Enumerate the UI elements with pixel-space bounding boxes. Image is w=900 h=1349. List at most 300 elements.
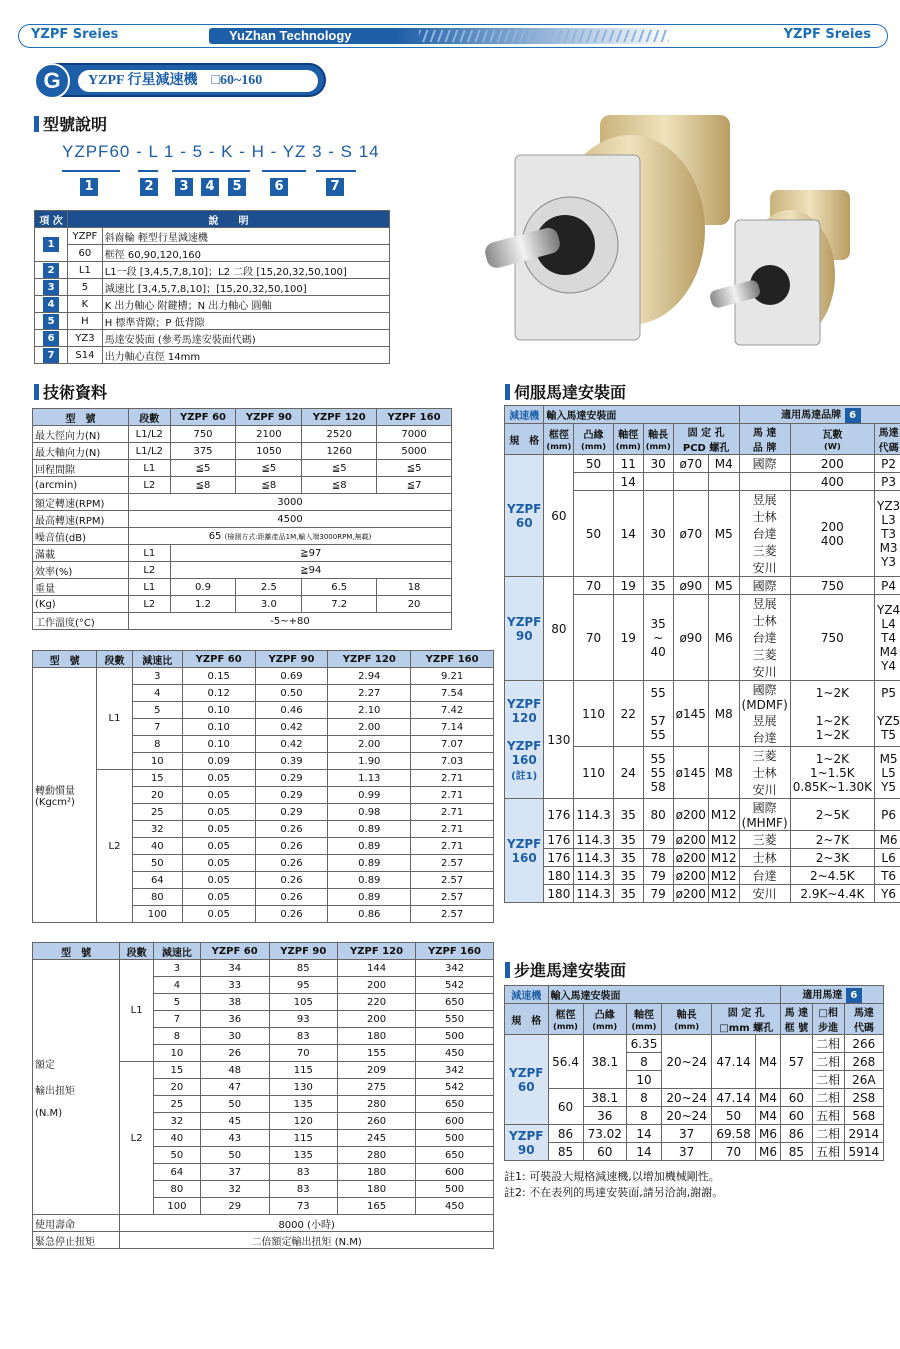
cell: 47.14 [712, 1089, 755, 1107]
cell: 542 [416, 977, 494, 994]
cell: 70 [712, 1143, 755, 1161]
cell: 30 [643, 455, 673, 473]
cell: 2.5 [236, 579, 302, 596]
cell: 36 [200, 1011, 269, 1028]
cell: 1.2 [170, 596, 236, 613]
cell: 7000 [377, 426, 452, 443]
cell: 200 [338, 977, 416, 994]
model-num-1: 1 [80, 178, 98, 196]
cell: 5 [35, 313, 68, 330]
cell: 93 [269, 1011, 338, 1028]
cell: YZPF 90 [505, 1125, 549, 1161]
cell: 10 [132, 753, 182, 770]
cell: 542 [416, 1079, 494, 1096]
cell: 750 [790, 577, 874, 595]
header-cell: 框徑 (mm) [548, 1004, 583, 1035]
cell: 15 [132, 770, 182, 787]
cell: 斜齒輪 輕型行星減速機 [102, 228, 389, 245]
cell: 55 55 58 [643, 747, 673, 799]
cell: 5 [68, 279, 103, 296]
cell: 18 [377, 579, 452, 596]
cell: L1 [128, 460, 170, 477]
cell: L2 [128, 596, 170, 613]
cell: 二相 [812, 1071, 844, 1089]
cell: 114.3 [574, 799, 613, 831]
cell: ø145 [673, 681, 708, 747]
cell: 1.90 [328, 753, 411, 770]
cell: 最大軸向力(N) [33, 443, 129, 460]
cell: 0.05 [182, 821, 255, 838]
cell: 7.2 [302, 596, 377, 613]
cell: 35 ~ 40 [643, 595, 673, 681]
cell: 47.14 [712, 1035, 755, 1089]
cell: 5914 [844, 1143, 883, 1161]
header-cell: 輸入馬達安裝面 [548, 986, 781, 1004]
brand-bar [209, 28, 674, 44]
cell: 47 [200, 1079, 269, 1096]
cell: 二倍額定輸出扭矩 (N.M) [120, 1232, 494, 1249]
cell: 3 [153, 960, 200, 977]
cell: 280 [338, 1096, 416, 1113]
cell: 155 [338, 1045, 416, 1062]
cell: 2.71 [411, 787, 494, 804]
section-tech: 技術資料 [34, 380, 107, 403]
cell: 115 [269, 1062, 338, 1079]
cell: M8 [708, 747, 739, 799]
cell: 0.26 [255, 872, 328, 889]
product-badge [36, 63, 326, 97]
cell: M5 L5 Y5 [874, 747, 900, 799]
cell: L6 [874, 849, 900, 867]
cell: ø200 [673, 799, 708, 831]
cell: M12 [708, 885, 739, 903]
cell: 14 [613, 491, 643, 577]
cell: 55 57 55 [643, 681, 673, 747]
cell: 650 [416, 1147, 494, 1164]
cell: 7 [35, 347, 68, 364]
badge-letter: G [34, 63, 70, 99]
header-cell: 適用馬達品牌 6 [739, 406, 900, 424]
cell: 36 [583, 1107, 626, 1125]
badge-title: YZPF 行星減速機 □60~160 [78, 70, 318, 92]
cell: YZPF 90 [505, 577, 544, 681]
cell: 20 [377, 596, 452, 613]
brand-name: YuZhan Technology [229, 28, 352, 43]
cell: 64 [153, 1164, 200, 1181]
series-right: YZPF Sreies [783, 27, 871, 42]
cell: 7 [132, 719, 182, 736]
cell: 0.29 [255, 804, 328, 821]
cell: 2520 [302, 426, 377, 443]
cell: 268 [844, 1053, 883, 1071]
cell: 144 [338, 960, 416, 977]
cell: 24 [613, 747, 643, 799]
cell: ≧94 [170, 562, 451, 579]
cell: ø200 [673, 867, 708, 885]
section-stepper: 步進馬達安裝面 [505, 958, 626, 981]
header-cell: YZPF 160 [416, 943, 494, 960]
cell: 165 [338, 1198, 416, 1215]
cell: ≦5 [302, 460, 377, 477]
cell: 120 [269, 1113, 338, 1130]
cell: 80 [132, 889, 182, 906]
cell: 73 [269, 1198, 338, 1215]
cell: 280 [338, 1147, 416, 1164]
cell: 安川 [739, 885, 790, 903]
cell: 0.89 [328, 872, 411, 889]
cell: 2.57 [411, 906, 494, 923]
cell: 37 [661, 1125, 711, 1143]
cell: 效率(%) [33, 562, 129, 579]
cell: 0.99 [328, 787, 411, 804]
cell: 20~24 [661, 1089, 711, 1107]
cell: ≦5 [170, 460, 236, 477]
cell: 0.86 [328, 906, 411, 923]
cell: M6 [755, 1125, 780, 1143]
cell: 45 [200, 1113, 269, 1130]
cell: 14 [626, 1143, 661, 1161]
header-cell: YZPF 120 [302, 409, 377, 426]
cell: 114.3 [574, 831, 613, 849]
cell: 額定轉速(RPM) [33, 494, 129, 511]
cell: 7.42 [411, 702, 494, 719]
cell: 32 [200, 1181, 269, 1198]
cell: H 標準背隙；P 低背隙 [102, 313, 389, 330]
cell: 14 [626, 1125, 661, 1143]
cell: 65 (檢測方式:距離產品1M,輸入端3000RPM,無載) [128, 528, 451, 545]
cell: 450 [416, 1045, 494, 1062]
cell: 2~3K [790, 849, 874, 867]
cell: S14 [68, 347, 103, 364]
cell: 180 [338, 1181, 416, 1198]
header-cell: 軸徑 (mm) [613, 424, 643, 455]
cell: ø145 [673, 747, 708, 799]
cell: 20~24 [661, 1107, 711, 1125]
cell: ≦7 [377, 477, 452, 494]
cell: L1 [68, 262, 103, 279]
cell: 2~7K [790, 831, 874, 849]
cell: 3.0 [236, 596, 302, 613]
cell: 4 [132, 685, 182, 702]
cell: K [68, 296, 103, 313]
model-num-7: 7 [326, 178, 344, 196]
cell: 750 [170, 426, 236, 443]
cell: 176 [544, 849, 574, 867]
cell: P6 [874, 799, 900, 831]
cell: 342 [416, 960, 494, 977]
cell: 80 [544, 577, 574, 681]
model-num-6: 6 [270, 178, 288, 196]
cell: M12 [708, 831, 739, 849]
cell: 60 [548, 1089, 583, 1125]
cell: 1050 [236, 443, 302, 460]
cell: 100 [132, 906, 182, 923]
cell: 0.50 [255, 685, 328, 702]
cell: 2~4.5K [790, 867, 874, 885]
cell: ø70 [673, 491, 708, 577]
cell: 78 [643, 849, 673, 867]
cell: L1一段 [3,4,5,7,8,10]；L2 二段 [15,20,32,50,100] [102, 262, 389, 279]
header-cell: 馬達 代碼 [844, 1004, 883, 1035]
cell: 60 [781, 1107, 812, 1125]
cell: 60 [544, 455, 574, 577]
cell: M6 [874, 831, 900, 849]
cell: 40 [153, 1130, 200, 1147]
cell: 750 [790, 595, 874, 681]
header-cell: 軸徑 (mm) [626, 1004, 661, 1035]
cell: 200 400 [790, 491, 874, 577]
cell: 1260 [302, 443, 377, 460]
cell: 34 [200, 960, 269, 977]
cell: 70 [269, 1045, 338, 1062]
cell: 35 [643, 577, 673, 595]
cell: 80 [643, 799, 673, 831]
cell: 11 [613, 455, 643, 473]
cell: 19 [613, 595, 643, 681]
cell: 0.05 [182, 872, 255, 889]
cell: 0.10 [182, 702, 255, 719]
cell: Y6 [874, 885, 900, 903]
cell: 70 [574, 577, 613, 595]
cell: 64 [132, 872, 182, 889]
cell: 37 [661, 1143, 711, 1161]
cell: 三菱 [739, 831, 790, 849]
header-cell: YZPF 90 [269, 943, 338, 960]
header-cell: 馬達 代碼 [874, 424, 900, 455]
cell: 180 [338, 1028, 416, 1045]
cell: 200 [790, 455, 874, 473]
header-cell: 輸入馬達安裝面 [544, 406, 739, 424]
cell: 400 [790, 473, 874, 491]
cell: 83 [269, 1028, 338, 1045]
cell: 二相 [812, 1089, 844, 1107]
cell: L1 [128, 545, 170, 562]
cell: 8 [626, 1107, 661, 1125]
cell: 0.69 [255, 668, 328, 685]
cell: 8 [153, 1028, 200, 1045]
cell: 180 [544, 885, 574, 903]
cell: 600 [416, 1164, 494, 1181]
header-cell: YZPF 60 [182, 651, 255, 668]
cell: M12 [708, 867, 739, 885]
cell: M4 [755, 1035, 780, 1089]
header-cell: 減速機 [505, 406, 544, 424]
model-code: YZPF60 - L 1 - 5 - K - H - YZ 3 - S 14 [62, 142, 380, 161]
cell: 7.14 [411, 719, 494, 736]
cell: 0.15 [182, 668, 255, 685]
note-2: 註2: 不在表列的馬達安裝面,請另洽詢,謝謝。 [504, 1186, 724, 1199]
cell: L2 [97, 770, 133, 923]
header-cell: YZPF 160 [411, 651, 494, 668]
cell: 1 [35, 228, 68, 262]
cell: 0.39 [255, 753, 328, 770]
cell [708, 473, 739, 491]
cell: 260 [338, 1113, 416, 1130]
cell: 0.42 [255, 736, 328, 753]
cell: 35 [613, 867, 643, 885]
cell: 0.05 [182, 855, 255, 872]
header-cell: 說 明 [68, 211, 390, 228]
cell: 最高轉速(RPM) [33, 511, 129, 528]
cell: 130 [269, 1079, 338, 1096]
series-left: YZPF Sreies [31, 27, 119, 42]
header-cell: 段數 [128, 409, 170, 426]
cell: 85 [269, 960, 338, 977]
cell: 2914 [844, 1125, 883, 1143]
cell: 0.09 [182, 753, 255, 770]
cell: 50 [132, 855, 182, 872]
cell: 2.57 [411, 889, 494, 906]
cell: 3 [35, 279, 68, 296]
cell: L2 [128, 562, 170, 579]
cell: L1 [120, 960, 154, 1062]
cell: 國際 [739, 455, 790, 473]
servo-table [504, 405, 900, 903]
cell: L1/L2 [128, 426, 170, 443]
cell: 35 [613, 849, 643, 867]
cell: 38.1 [583, 1035, 626, 1089]
cell: 0.89 [328, 838, 411, 855]
model-num-5: 5 [228, 178, 246, 196]
cell: 馬達安裝面 (參考馬達安裝面代碼) [102, 330, 389, 347]
cell: 114.3 [574, 867, 613, 885]
cell: ø200 [673, 885, 708, 903]
cell: 69.58 [712, 1125, 755, 1143]
cell: L2 [128, 477, 170, 494]
cell: 209 [338, 1062, 416, 1079]
model-explain-table [34, 210, 390, 364]
cell: 26 [200, 1045, 269, 1062]
cell: 450 [416, 1198, 494, 1215]
cell: 130 [544, 681, 574, 799]
cell: 33 [200, 977, 269, 994]
cell: 29 [200, 1198, 269, 1215]
cell: 550 [416, 1011, 494, 1028]
header-cell: 規 格 [505, 1004, 549, 1035]
cell: 2~5K [790, 799, 874, 831]
cell: 79 [643, 885, 673, 903]
cell: P5 YZ5 T5 [874, 681, 900, 747]
cell: 0.26 [255, 838, 328, 855]
cell: 1~2K 1~1.5K 0.85K~1.30K [790, 747, 874, 799]
cell: 國際 (MHMF) [739, 799, 790, 831]
header-cell: YZPF 90 [236, 409, 302, 426]
cell: 7.07 [411, 736, 494, 753]
cell: 0.29 [255, 770, 328, 787]
cell: 50 [574, 491, 613, 577]
cell: 緊急停止扭矩 [33, 1232, 120, 1249]
header-cell: 型 號 [33, 943, 120, 960]
product-photo [480, 100, 880, 360]
cell: YZPF 60 [505, 1035, 549, 1125]
cell: 0.46 [255, 702, 328, 719]
cell: 二相 [812, 1035, 844, 1053]
header-cell: 減速比 [132, 651, 182, 668]
cell: 2.27 [328, 685, 411, 702]
cell: YZPF 60 [505, 455, 544, 577]
cell: 32 [153, 1113, 200, 1130]
cell: 20 [153, 1079, 200, 1096]
cell: L1 [128, 579, 170, 596]
page-header [18, 24, 888, 48]
cell: YZPF 120 YZPF 160 (註1) [505, 681, 544, 799]
cell: 6 [35, 330, 68, 347]
cell: 二相 [812, 1125, 844, 1143]
cell: 60 [68, 245, 103, 262]
cell: 110 [574, 747, 613, 799]
cell: 79 [643, 867, 673, 885]
cell: 4 [153, 977, 200, 994]
cell: 86 [548, 1125, 583, 1143]
cell: 105 [269, 994, 338, 1011]
header-cell: 減速比 [153, 943, 200, 960]
header-cell: YZPF 120 [338, 943, 416, 960]
cell: 0.9 [170, 579, 236, 596]
cell: ≦8 [302, 477, 377, 494]
cell: 0.05 [182, 804, 255, 821]
header-cell: YZPF 60 [200, 943, 269, 960]
cell: 56.4 [548, 1035, 583, 1089]
cell: 0.05 [182, 889, 255, 906]
cell: P4 [874, 577, 900, 595]
cell: M12 [708, 799, 739, 831]
header-cell: YZPF 90 [255, 651, 328, 668]
cell: 3000 [128, 494, 451, 511]
cell: 25 [132, 804, 182, 821]
cell: 83 [269, 1164, 338, 1181]
cell: 568 [844, 1107, 883, 1125]
cell: 10 [626, 1071, 661, 1089]
model-num-2: 2 [140, 178, 158, 196]
cell: 30 [643, 491, 673, 577]
cell: 使用壽命 [33, 1215, 120, 1232]
cell: P3 [874, 473, 900, 491]
cell: 士林 [739, 849, 790, 867]
note-1: 註1: 可裝設大規格減速機,以增加機械剛性。 [504, 1170, 720, 1183]
cell: 8 [626, 1089, 661, 1107]
cell: 15 [153, 1062, 200, 1079]
cell: 500 [416, 1130, 494, 1147]
cell: ø90 [673, 577, 708, 595]
cell: 25 [153, 1096, 200, 1113]
cell: L1 [97, 668, 133, 770]
cell: 95 [269, 977, 338, 994]
cell: 0.42 [255, 719, 328, 736]
cell: 20 [132, 787, 182, 804]
cell: 110 [574, 681, 613, 747]
cell: M5 [708, 577, 739, 595]
cell: 0.89 [328, 821, 411, 838]
cell: ≦8 [170, 477, 236, 494]
model-num-3: 3 [175, 178, 193, 196]
cell: 7.03 [411, 753, 494, 770]
cell: 額定 輸出扭矩 (N.M) [33, 960, 120, 1215]
cell: 650 [416, 1096, 494, 1113]
cell: 22 [613, 681, 643, 747]
cell: (arcmin) [33, 477, 129, 494]
cell: 2.71 [411, 804, 494, 821]
header-cell: 型 號 [33, 651, 97, 668]
cell: M6 [708, 595, 739, 681]
header-cell: 段數 [120, 943, 154, 960]
cell: 8 [626, 1053, 661, 1071]
cell: 500 [416, 1181, 494, 1198]
cell: 4 [35, 296, 68, 313]
header-cell: YZPF 160 [377, 409, 452, 426]
header-cell: 軸長 (mm) [643, 424, 673, 455]
cell: ≦5 [377, 460, 452, 477]
cell: 114.3 [574, 885, 613, 903]
